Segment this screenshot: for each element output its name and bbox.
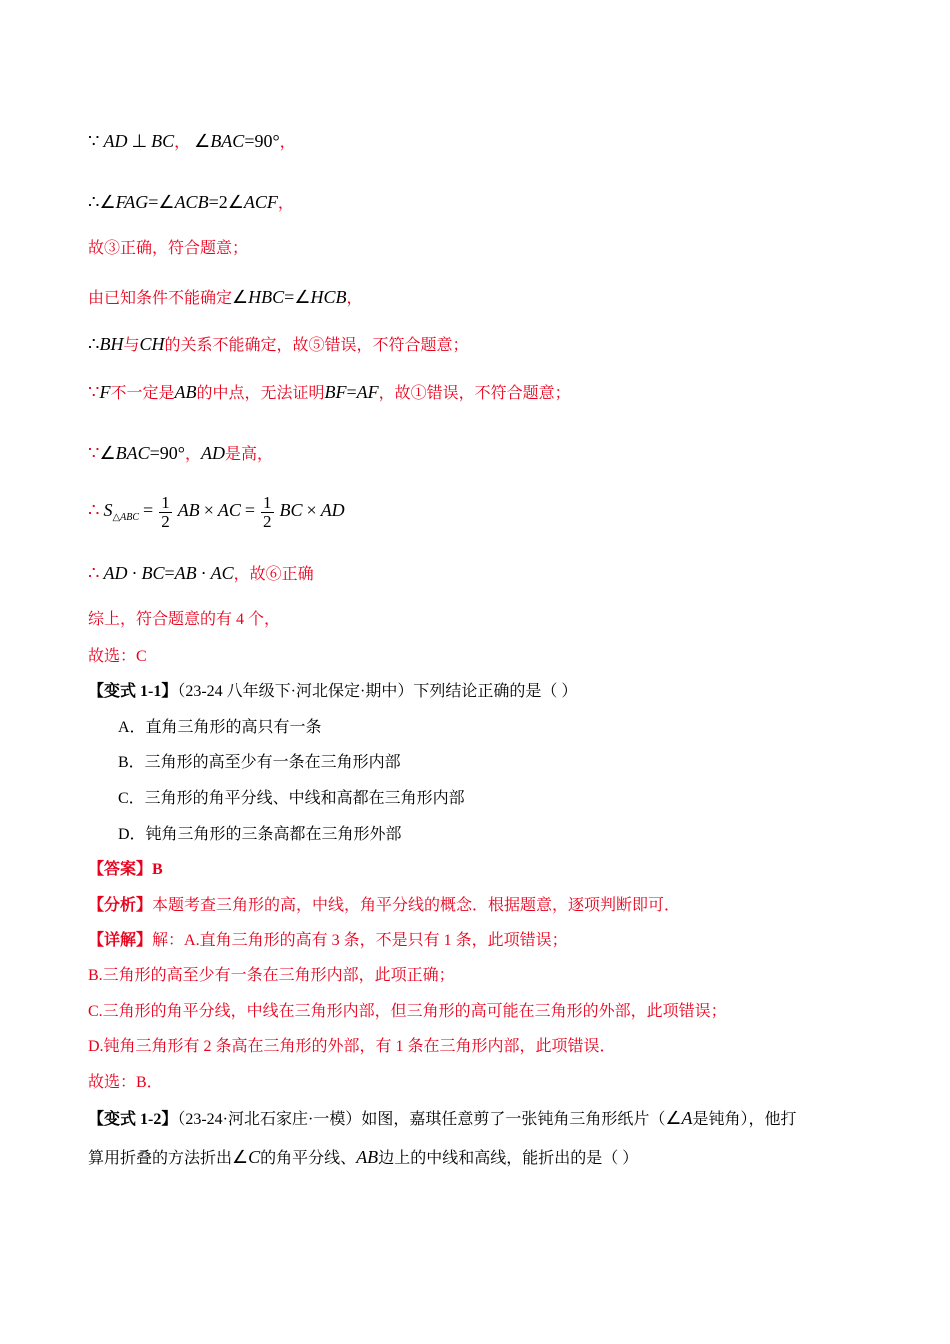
analysis-line: 【分析】本题考查三角形的高，中线，角平分线的概念．根据题意，逐项判断即可． (88, 897, 681, 914)
solution-line-1: ∵ AD ⊥ BC， ∠BAC=90°， (88, 131, 296, 151)
fraction-half-1: $\frac{1}{2}$ (161, 492, 170, 531)
detail-line-c: C.三角形的角平分线，中线在三角形内部，但三角形的高可能在三角形的外部，此项错误； (88, 1003, 727, 1020)
variant-1-2-question-line-1: 【变式 1-2】（23-24·河北石家庄·一模）如图，嘉琪任意剪了一张钝角三角形纸片（∠A是钝角），他打 (88, 1108, 797, 1128)
solution-line-2: ∴∠FAG=∠ACB=2∠ACF， (88, 192, 294, 212)
detail-line: 【详解】解：A.直角三角形的高有 3 条，不是只有 1 条，此项错误； (88, 932, 568, 949)
solution-line-4: 由已知条件不能确定∠HBC=∠HCB， (88, 287, 363, 307)
answer-line: 【答案】B (88, 861, 163, 878)
detail-conclusion: 故选：B． (88, 1074, 163, 1091)
option-a: A．直角三角形的高只有一条 (118, 719, 322, 736)
option-d: D．钝角三角形的三条高都在三角形外部 (118, 826, 402, 843)
variant-1-1-question: 【变式 1-1】（23-24 八年级下·河北保定·期中）下列结论正确的是（ ） (88, 683, 578, 700)
fraction-half-2: $\frac{1}{2}$ (263, 492, 272, 531)
solution-line-10: 综上，符合题意的有 4 个， (88, 611, 281, 628)
solution-line-6: ∵F不一定是AB的中点，无法证明BF=AF，故①错误，不符合题意； (88, 382, 571, 402)
solution-line-9: ∴ AD · BC=AB · AC，故⑥正确 (88, 563, 314, 583)
solution-line-11: 故选：C (88, 648, 147, 665)
solution-line-7: ∵∠BAC=90°，AD是高， (88, 443, 273, 463)
option-b: B．三角形的高至少有一条在三角形内部 (118, 754, 401, 771)
solution-line-3: 故③正确，符合题意； (88, 240, 249, 257)
detail-line-d: D.钝角三角形有 2 条高在三角形的外部，有 1 条在三角形内部，此项错误． (88, 1038, 616, 1055)
option-c: C．三角形的角平分线、中线和高都在三角形内部 (118, 790, 465, 807)
solution-line-5: ∴BH与CH的关系不能确定，故⑤错误，不符合题意； (88, 334, 469, 354)
solution-line-8: ∴ $S_{\triangle ABC}$ = $\frac{1}{2}$ AB × AC = $\frac{1}{2}$ BC × AD (88, 492, 345, 531)
variant-1-2-question-line-2: 算用折叠的方法折出∠C的角平分线、AB边上的中线和高线，能折出的是（ ） (88, 1147, 639, 1167)
detail-line-b: B.三角形的高至少有一条在三角形内部，此项正确； (88, 967, 455, 984)
